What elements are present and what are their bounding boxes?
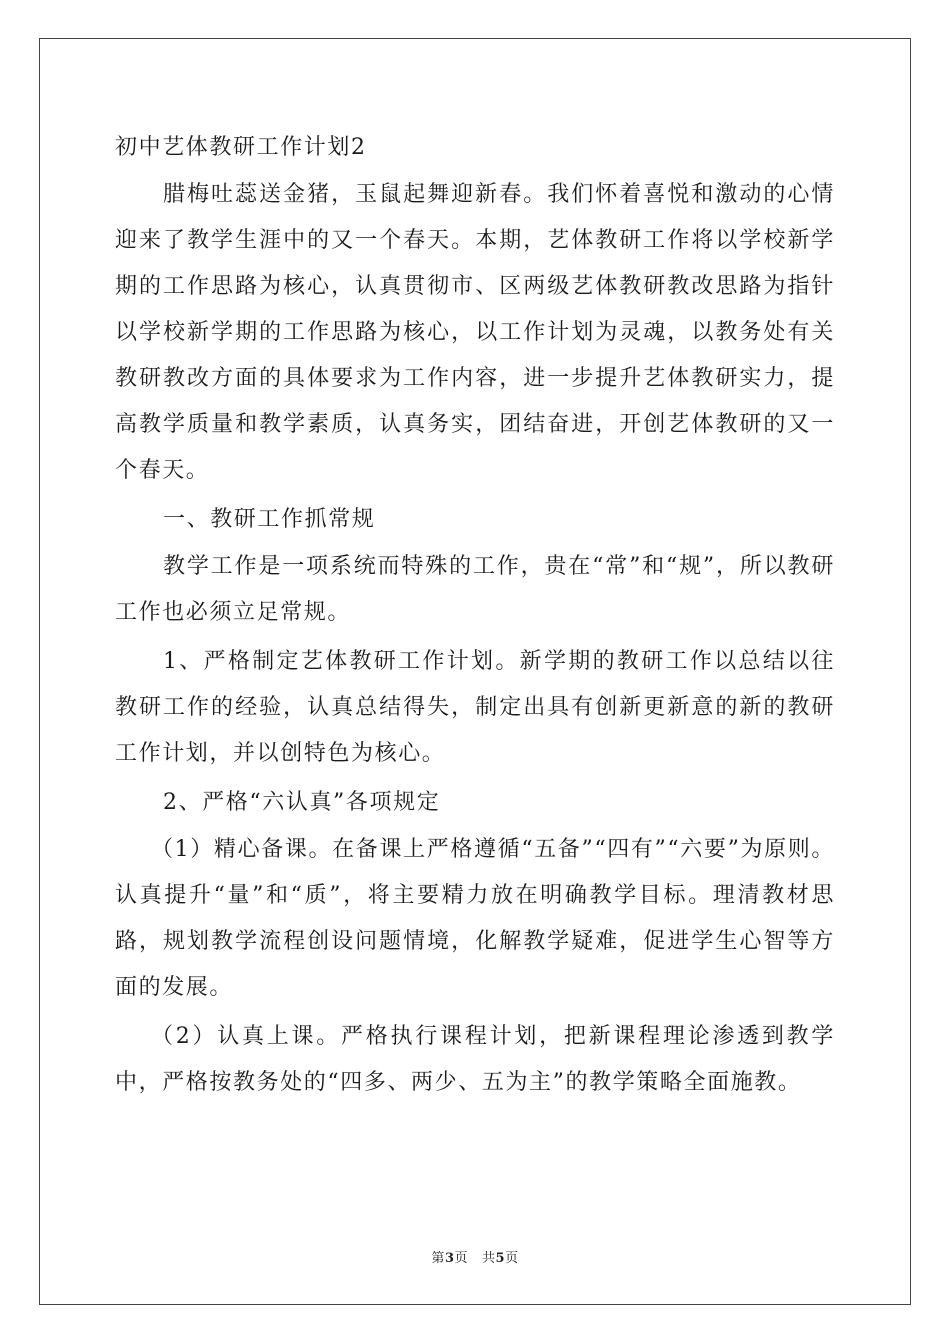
document-title: 初中艺体教研工作计划2	[115, 135, 367, 160]
page-prefix: 第	[431, 1251, 445, 1266]
item-1-paragraph: 1、严格制定艺体教研工作计划。新学期的教研工作以总结以往教研工作的经验，认真总结得失，制定出具有创新更新意的新的教研工作计划，并以创特色为核心。	[115, 649, 835, 766]
sub-item-1-paragraph: （1）精心备课。在备课上严格遵循“五备”“四有”“六要”为原则。认真提升“量”和“质”，将主要精力放在明确教学目标。理清教材思路，规划教学流程创设问题情境，化解教学疑难，促进学生心智等方面的发展。	[115, 837, 835, 1000]
sub-item-2-paragraph: （2）认真上课。严格执行课程计划，把新课程理论渗透到教学中，严格按教务处的“四多、两少、五为主”的教学策略全面施教。	[115, 1024, 835, 1095]
page-suffix: 页	[454, 1251, 468, 1266]
page-footer	[0, 1247, 950, 1266]
item-2-heading: 2、严格“六认真”各项规定	[163, 790, 441, 815]
section-1-paragraph: 教学工作是一项系统而特殊的工作，贵在“常”和“规”，所以教研工作也必须立足常规。	[115, 554, 835, 625]
document-body	[115, 128, 835, 1109]
section-heading-1: 一、教研工作抓常规	[163, 507, 376, 532]
current-page-number: 3	[444, 1251, 455, 1266]
intro-paragraph: 腊梅吐蕊送金猪，玉鼠起舞迎新春。我们怀着喜悦和激动的心情迎来了教学生涯中的又一个春天。本期，艺体教研工作将以学校新学期的工作思路为核心，认真贯彻市、区两级艺体教研教改思路为指针以学校新学期的工作思路为核心，以工作计划为灵魂，以教务处有关教研教改方面的具体要求为工作内容，进一步提升艺体教研实力，提高教学质量和教学素质，认真务实，团结奋进，开创艺体教研的又一个春天。	[115, 182, 835, 483]
total-page-number: 5	[495, 1251, 506, 1266]
total-prefix: 共	[482, 1251, 496, 1266]
total-suffix: 页	[505, 1251, 519, 1266]
